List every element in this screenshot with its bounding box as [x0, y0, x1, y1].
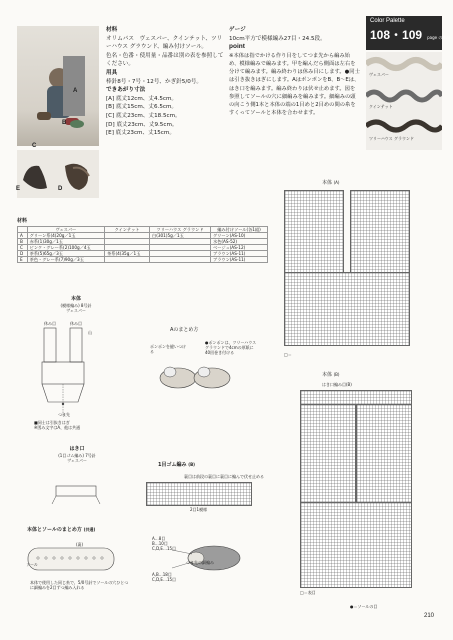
page-number: 210: [424, 613, 435, 619]
mat-cell: [150, 257, 211, 263]
chart-body-b-left: [300, 404, 356, 504]
mat-cell: D: [18, 251, 28, 257]
chart-body-a-title-row: [322, 180, 339, 187]
sole-legend6: つま先の細編み: [186, 560, 214, 565]
body-a-rest-left: 休み目: [44, 321, 56, 326]
rib-title: 1目ゴム編み: [158, 462, 187, 468]
body-a-mountain: 山: [88, 330, 92, 335]
hakiguchi-shape: [42, 480, 112, 510]
mat-cell: A: [18, 233, 28, 239]
pompom-label: ポンポンを縫いつける: [150, 344, 186, 354]
swatch-treehouse: ツリーハウス グラウンド: [369, 136, 414, 141]
table-row: [18, 257, 268, 263]
size-item-d: [D] 底丈23cm、丈9.5cm。: [106, 121, 178, 128]
rib-note: 裏目は前段の裏目に裏目に編んで伏せ止める: [184, 474, 264, 479]
body-a-subtitle: (模様編み): [60, 303, 80, 308]
body-a-notes: [34, 420, 114, 430]
rib-chart: [146, 482, 252, 506]
chart-body-a-right: [350, 190, 410, 274]
gauge-heading: ゲージ: [229, 27, 246, 33]
hakiguchi-schematic: [42, 446, 112, 463]
rib-legend: 2目1模様: [190, 507, 208, 512]
photo-label-d: D: [58, 186, 63, 192]
photo-children: [17, 26, 99, 146]
point-text: ※本体は指でかける作り目をしてつま先から編み始め、模様編みで編みます。甲を編んだら側面は左右を分けて編みます。編み終わりは休み目にします。●同士は引き抜きはぎにします。AはボンボンをB、B～Eは、はき口を編みます。編み終わりは伏せ止めます。図を参照してソールの穴に細編みを編みます。細編みの頭の向こう側1本と本体の端の1目めと2目めの間の糸をすくってソールと本体を合わせます。: [229, 52, 360, 117]
mat-cell: 茶色・グレー系(7)90g／3玉: [27, 257, 104, 263]
palette-title: Color Palette: [370, 18, 405, 24]
chart-body-b-title: 本体: [322, 372, 333, 378]
photo-children-image: [17, 26, 99, 146]
sole-legend3: C,D,E…15目: [152, 546, 177, 551]
tools-heading: 用具: [106, 69, 118, 76]
chart-hakiguchi-label: はき口編み目(B): [322, 382, 352, 387]
mat-cell: ピンク・グレー系(2)100g／4玉: [27, 245, 104, 251]
materials-table: [17, 226, 268, 263]
how-to-a-title: Aのまとめ方: [170, 327, 199, 333]
mat-th: ヴェスパー: [27, 227, 104, 233]
sole-legend4: A,B…18目: [152, 572, 172, 577]
photo-label-c: C: [32, 143, 37, 149]
gauge-point-block: [229, 26, 360, 117]
size-item-c: [C] 底丈23cm、丈18.5cm。: [106, 112, 181, 119]
body-a-yarn: ヴェスパー: [66, 308, 86, 313]
chart-body-a-subtitle: (A): [333, 180, 340, 185]
legend-sole: ●＝ソールの目: [350, 604, 378, 609]
tools-text: 棒針8号・7号・12号、かぎ針5/0号。: [106, 78, 202, 85]
size-item-a: [A] 底丈12cm、丈4.5cm。: [106, 95, 178, 102]
chart-body-b-right: [356, 404, 412, 504]
gauge-text: 10cm平方で模様編み27目・24.5段。: [229, 35, 326, 42]
point-heading: point: [229, 43, 245, 51]
photo-label-e: E: [16, 186, 21, 192]
mat-table-heading: 材料: [17, 218, 28, 224]
mat-cell: グリーン系(4)20g／1玉: [27, 233, 104, 239]
photo-label-a: A: [73, 88, 78, 94]
size-item-e: [E] 底丈23cm、丈15cm。: [106, 130, 175, 137]
mat-th: クインテット: [105, 227, 150, 233]
materials-yarn: オリムパス ヴェスパー、クインテット、ツリーハウス グラウンド、編み付けソール。: [106, 35, 223, 51]
mat-cell: 赤系(1)30g／1玉: [27, 239, 104, 245]
sole-subtitle: (共通): [83, 527, 96, 532]
swatch-vesper: ヴェスパー: [369, 72, 389, 77]
note-star1: ■同士は引抜きはぎ: [34, 420, 70, 425]
chart-body-b-subtitle: (B): [333, 372, 340, 377]
mat-cell: C: [18, 245, 28, 251]
hakiguchi-subtitle: (1目ゴム編み): [58, 453, 84, 458]
legend-knit: □＝表目: [300, 590, 316, 595]
palette-suffix: page の作品: [427, 35, 451, 40]
chart-b-legend-sole: [350, 604, 377, 609]
mat-cell: 茶系(4)35g／1玉: [105, 251, 150, 257]
sole-label: ソール: [26, 562, 38, 567]
materials-note: 色名・色番・使用量・品番は別の表を参照してください。: [106, 52, 224, 68]
sole-legend-b: [152, 572, 206, 582]
sole-note: 本体で使用した同じ糸で、5/0号針でソールの穴ひとつに細編みを2目ずつ編み入れる: [30, 580, 129, 590]
body-a-toe: つま先: [58, 412, 70, 417]
size-heading: できあがり寸法: [106, 87, 146, 94]
sole-legend: [152, 536, 206, 551]
mat-cell: グリーン(AS-10): [211, 233, 268, 239]
sole-legend1: A…8目: [152, 536, 166, 541]
chart-a-legend: □＝: [284, 352, 292, 357]
mat-cell: B: [18, 239, 28, 245]
swatch-quintet: クインテット: [369, 104, 393, 109]
chart-body-b-toe: [300, 502, 412, 588]
photo-label-b: B: [62, 120, 67, 126]
palette-swatches: [366, 52, 442, 150]
chart-body-b-title-row: [322, 372, 339, 379]
mat-cell: E: [18, 257, 28, 263]
rib-subtitle: (B): [188, 462, 195, 467]
materials-block: [106, 26, 226, 138]
sole-legend5: C,D,E…15目: [152, 577, 177, 582]
mat-th: 編み付けソール(各1組): [211, 227, 268, 233]
sole-illustration: [22, 536, 122, 580]
mat-cell: 水色(AS-52): [211, 239, 268, 245]
note-star2: ※図み文字はA、他は共通: [34, 425, 81, 430]
hakiguchi-needle: 7号針: [85, 453, 96, 458]
mat-cell: 茶系(5)65g／3玉: [27, 251, 104, 257]
chart-body-a-toe: [284, 272, 410, 346]
mat-cell: [105, 257, 150, 263]
pompom-note: ●ポンポンは、ツリーハウスグラウンドで4cmの厚紙に40回巻き付ける: [205, 340, 257, 355]
sole-title: 本体とソールのまとめ方: [27, 527, 82, 533]
chart-body-a-left: [284, 190, 344, 274]
body-a-needle: 8号針: [80, 303, 92, 308]
mat-cell: ブラウン(AS-11): [211, 257, 268, 263]
mat-cell: ベージュ(AS-12): [211, 245, 268, 251]
hakiguchi-title: はき口: [69, 446, 85, 452]
body-a-schematic: [40, 296, 112, 313]
hakiguchi-yarn: ヴェスパー: [67, 458, 87, 463]
sole-legend2: B…10目: [152, 541, 168, 546]
body-a-shape: [28, 320, 116, 430]
rib-title-row: [158, 462, 195, 469]
palette-pages: 108・109: [370, 28, 423, 42]
body-a-title: 本体: [70, 296, 81, 302]
sole-title-row: [27, 527, 95, 534]
color-palette-header: [366, 16, 451, 50]
size-item-b: [B] 底丈15cm、丈6.5cm。: [106, 104, 178, 111]
body-a-rest-right: 休み目: [70, 321, 82, 326]
sole-hole: (裏): [76, 542, 84, 547]
mat-cell: ブラウン(AS-11): [211, 251, 268, 257]
materials-heading: 材料: [106, 27, 118, 33]
chart-b-legend: [300, 590, 316, 595]
mat-cell: 白(301)5g／1玉: [150, 233, 211, 239]
chart-body-a-title: 本体: [322, 180, 333, 186]
mat-th: ツリーハウス グラウンド: [150, 227, 211, 233]
